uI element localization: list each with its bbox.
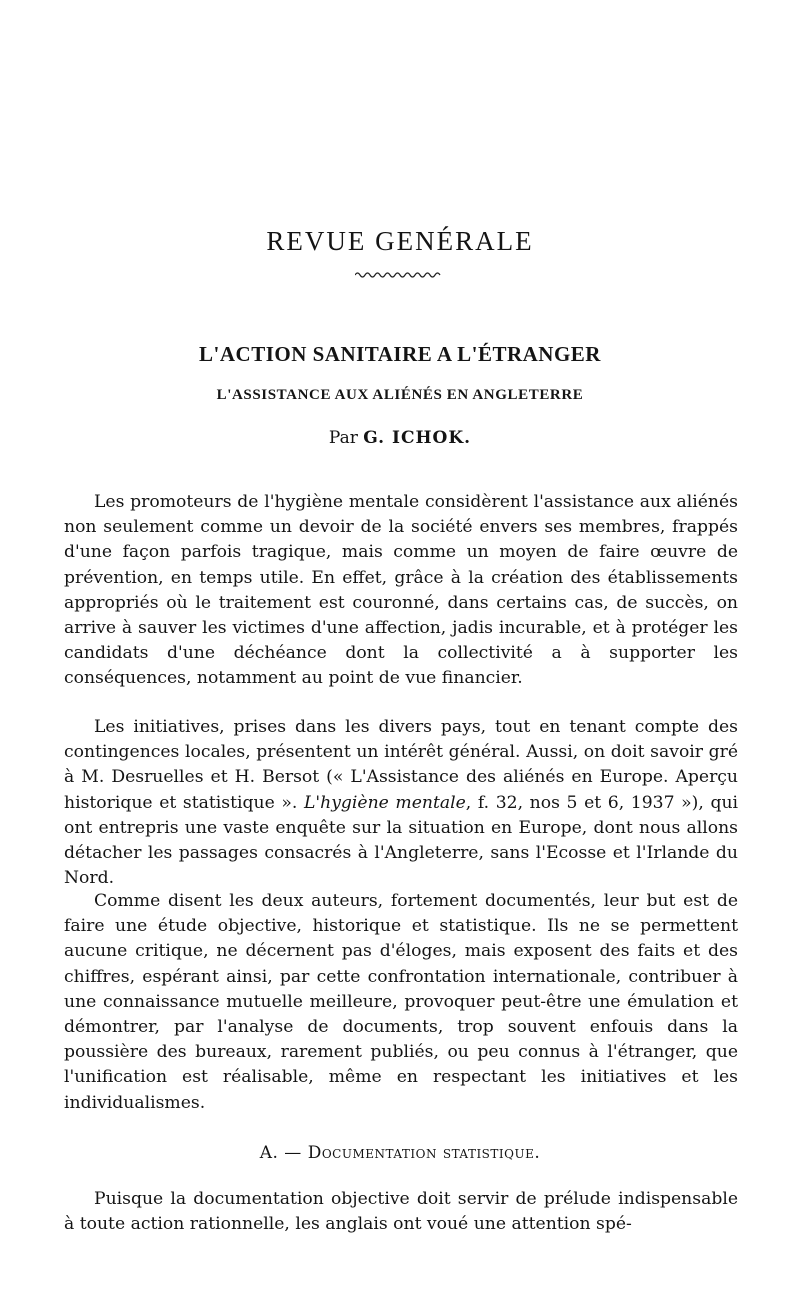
section-title: REVUE GENÉRALE bbox=[266, 226, 534, 256]
author-name: G. ICHOK. bbox=[363, 428, 472, 448]
paragraph-3 bbox=[64, 889, 738, 1116]
journal-title: L'hygiène mentale bbox=[303, 792, 466, 813]
paragraph-text: Puisque la documentation objective doit servir de prélude indispensable à toute action rationnelle, les anglais ont voué une attention spé- bbox=[64, 1189, 738, 1235]
paragraph-text-start: Les initiatives, prises dans les divers pays, tout en tenant compte des contingences locales, présentent un intérêt général. Aussi, on doit savoir gré à M. Desruelles et H. Bersot (« L'Assistance des aliénés en Europe. Aperçu historique et statistique ». bbox=[64, 717, 738, 813]
article-title: L'ACTION SANITAIRE A L'ÉTRANGER bbox=[199, 342, 601, 366]
article-subtitle: L'ASSISTANCE AUX ALIÉNÉS EN ANGLETERRE bbox=[216, 387, 584, 403]
byline-prefix: Par bbox=[328, 428, 358, 448]
paragraph-text-end: , f. 32, nos 5 et 6, 1937 »), qui ont entrepris une vaste enquête sur la situation en Europe, dont nous allons détacher les passages consacrés à l'Angleterre, sans l'Ecosse et l'Irlande du Nord. bbox=[64, 792, 739, 889]
byline bbox=[0, 428, 800, 448]
paragraph-text bbox=[64, 715, 738, 891]
paragraph-1 bbox=[64, 490, 738, 692]
paragraph-text: Comme disent les deux auteurs, fortement documentés, leur but est de faire une étude objective, historique et statistique. Ils ne se permettent aucune critique, ne décernent pas d'éloges, mais exposent des faits et des chiffres, espérant ainsi, par cette confrontation internationale, contribuer à une connaissance mutuelle meilleure, provoquer peut-être une émulation et démontrer, par l'analyse de documents, trop souvent enfouis dans la poussière des bureaux, rarement publiés, ou peu connus à l'étranger, que l'unification est réalisable, même en respectant les initiatives et les individualismes. bbox=[64, 891, 738, 1113]
paragraph-4 bbox=[64, 1187, 738, 1237]
section-heading: A. — Documentation statistique. bbox=[259, 1143, 541, 1163]
wavy-ornament bbox=[355, 270, 443, 280]
paragraph-2 bbox=[64, 715, 738, 891]
paragraph-text: Les promoteurs de l'hygiène mentale considèrent l'assistance aux aliénés non seulement comme un devoir de la société envers ses membres, frappés d'une façon parfois tragique, mais comme un moyen de faire œuvre de prévention, en temps utile. En effet, grâce à la création des établissements appropriés où le traitement est couronné, dans certains cas, de succès, on arrive à sauver les victimes d'une affection, jadis incurable, et à protéger les candidats d'une déchéance dont la collectivité a à supporter les conséquences, notamment au point de vue financier. bbox=[64, 492, 738, 689]
